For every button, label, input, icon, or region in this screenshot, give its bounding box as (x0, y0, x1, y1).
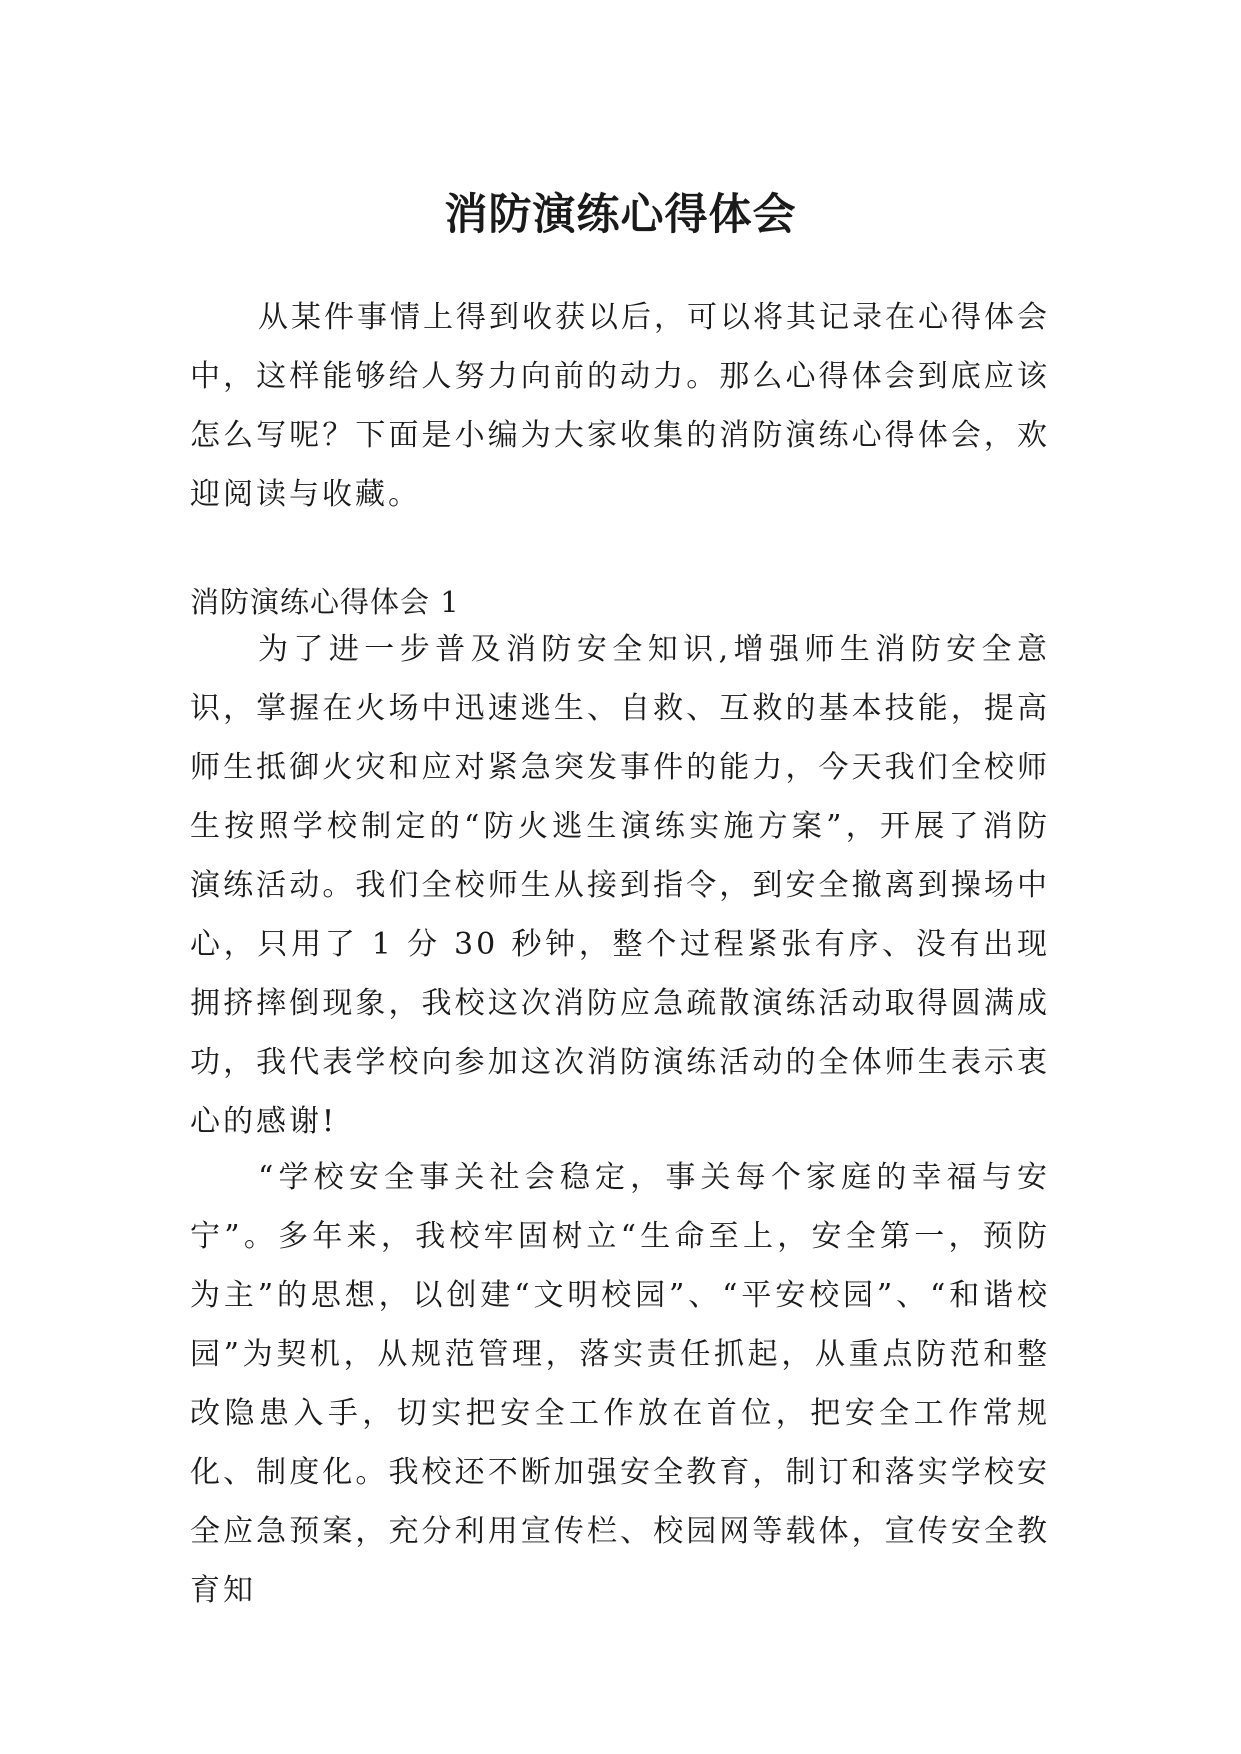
body-paragraph-1: 为了进一步普及消防安全知识,增强师生消防安全意识，掌握在火场中迅速逃生、自救、互救的基本技能，提高师生抵御火灾和应对紧急突发事件的能力，今天我们全校师生按照学校制定的“防火逃生演练实施方案”，开展了消防演练活动。我们全校师生从接到指令，到安全撤离到操场中心，只用了 1 分 30 秒钟，整个过程紧张有序、没有出现拥挤摔倒现象，我校这次消防应急疏散演练活动取得圆满成功，我代表学校向参加这次消防演练活动的全体师生表示衷心的感谢! (190, 632, 1050, 1139)
page-title: 消防演练心得体会 (444, 189, 797, 240)
body-paragraph-2: “学校安全事关社会稳定，事关每个家庭的幸福与安宁”。多年来，我校牢固树立“生命至上，安全第一，预防为主”的思想，以创建“文明校园”、“平安校园”、“和谐校园”为契机，从规范管理，落实责任抓起，从重点防范和整改隐患入手，切实把安全工作放在首位，把安全工作常规化、制度化。我校还不断加强安全教育，制订和落实学校安全应急预案，充分利用宣传栏、校园网等载体，宣传安全教育知 (190, 1160, 1050, 1608)
intro-paragraph: 从某件事情上得到收获以后，可以将其记录在心得体会中，这样能够给人努力向前的动力。那么心得体会到底应该怎么写呢？下面是小编为大家收集的消防演练心得体会，欢迎阅读与收藏。 (190, 300, 1050, 512)
section-heading: 消防演练心得体会 1 (190, 585, 460, 619)
